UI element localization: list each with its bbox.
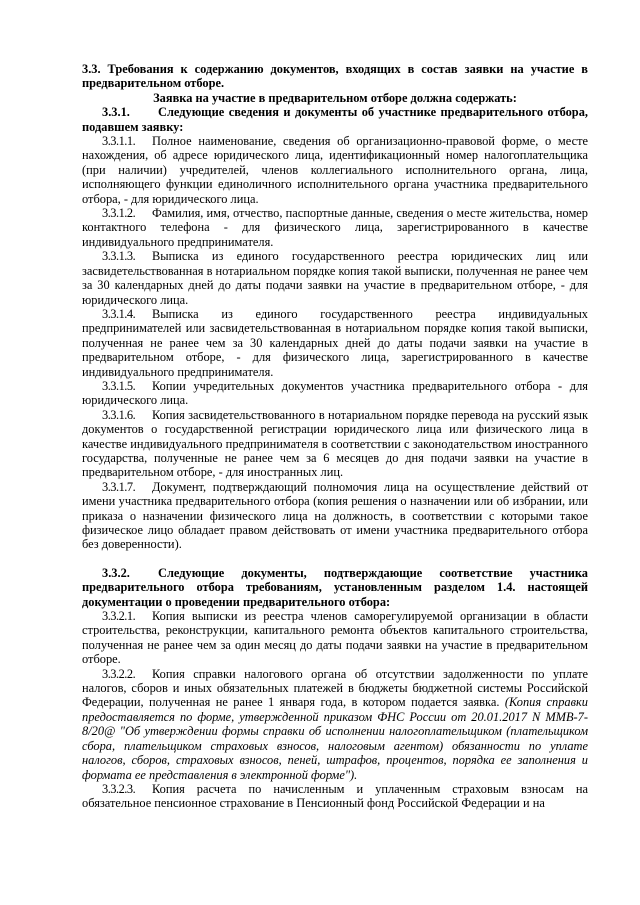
paragraph-3-3-1-6 <box>82 408 588 480</box>
paragraph-number: 3.3.1.6. <box>102 407 136 422</box>
paragraph-text: Выписка из единого государственного реестра юридических лиц или засвидетельствованная в нотариальном порядке копия такой выписки, полученная не ранее чем за 30 календарных дней до даты подачи заявки на участие в предварительном отборе, - для юридического лица. <box>82 249 588 307</box>
paragraph-number: 3.3.2.2. <box>102 666 136 681</box>
paragraph-3-3-1-7 <box>82 480 588 552</box>
section-heading: 3.3. Требования к содержанию документов, входящих в состав заявки на участие в предварительном отборе. <box>82 62 588 91</box>
paragraph-text: Копия выписки из реестра членов саморегулируемой организации в области строительства, реконструкции, капитального ремонта объектов капитального строительства, полученная не ранее чем за один месяц до даты подачи заявки на участие в предварительном отборе. <box>82 609 588 667</box>
document-page <box>82 62 588 811</box>
paragraph-text: Фамилия, имя, отчество, паспортные данные, сведения о месте жительства, номер контактного телефона - для физического лица, зарегистрированного в качестве индивидуального предпринимателя. <box>82 206 588 249</box>
subsection-title: Следующие сведения и документы об участнике предварительного отбора, подавшем заявку: <box>82 105 588 134</box>
paragraph-3-3-1-2 <box>82 206 588 249</box>
paragraph-number: 3.3.2.1. <box>102 609 136 624</box>
paragraph-text: Копии учредительных документов участника предварительного отбора - для юридического лица. <box>82 378 588 408</box>
paragraph-3-3-2-1 <box>82 609 588 667</box>
paragraph-text: Выписка из единого государственного реестра индивидуальных предпринимателей или засвидетельствованная в нотариальном порядке копия такой выписки, полученная не ранее чем за 30 календарных дней до даты подачи заявки на участие в предварительном отборе, - для физического лица, зарегистрированного в качестве индивидуального предпринимателя. <box>82 306 588 379</box>
subsection-number: 3.3.1. <box>102 105 130 120</box>
paragraph-text: Копия справки налогового органа об отсутствии задолженности по уплате налогов, сборов и иных обязательных платежей в бюджеты бюджетной системы Российской Федерации, полученная не ранее 1 января года, в котором подается заявка. <box>82 666 588 710</box>
subsection-title: Следующие документы, подтверждающие соответствие участника предварительного отбора требованиям, установленным разделом 1.4. настоящей документации о проведении предварительного отбора: <box>82 565 588 609</box>
paragraph-number: 3.3.1.5. <box>102 378 136 393</box>
paragraph-text: Копия засвидетельствованного в нотариальном порядке перевода на русский язык документов о государственной регистрации юридического лица или физического лица в качестве индивидуального предпринимателя в соответствии с законодательством иностранного государства, полученные не ранее чем за 6 месяцев до дня подачи заявки на участие в предварительном отборе, - для иностранных лиц. <box>82 407 588 480</box>
paragraph-3-3-1-3 <box>82 249 588 307</box>
paragraph-3-3-1-4 <box>82 307 588 379</box>
paragraph-number: 3.3.1.4. <box>102 306 136 321</box>
paragraph-number: 3.3.1.7. <box>102 479 136 494</box>
paragraph-number: 3.3.1.3. <box>102 249 136 264</box>
paragraph-number: 3.3.2.3. <box>102 781 136 796</box>
paragraph-note: (Копия справки предоставляется по форме, утвержденной приказом ФНС России от 20.01.2017 N ММВ-7-8/20@ "Об утверждении формы справки об исполнении налогоплательщиком (плательщиком сбора, плательщиком страховых взносов, налоговым агентом) обязанности по уплате налогов, сборов, страховых взносов, пеней, штрафов, процентов, порядка ее заполнения и формата ее представления в электронной форме"). <box>82 695 588 782</box>
subsection-3-3-1-heading <box>82 105 588 134</box>
paragraph-3-3-1-1 <box>82 134 588 206</box>
paragraph-text: Полное наименование, сведения об организационно-правовой форме, о месте нахождения, об адресе юридического лица, идентификационный номер налогоплательщика (при наличии) учредителей, членов коллегиального исполнительного органа, лица, исполняющего функции единоличного исполнительного органа участника предварительного отбора, - для юридического лица. <box>82 134 588 206</box>
paragraph-3-3-2-2 <box>82 667 588 782</box>
intro-heading: Заявка на участие в предварительном отборе должна содержать: <box>153 90 517 105</box>
paragraph-3-3-1-5 <box>82 379 588 408</box>
paragraph-text: Документ, подтверждающий полномочия лица на осуществление действий от имени участника предварительного отбора (копия решения о назначении или об избрании, или приказа о назначении физического лица на должность, в соответствии с которыми такое физическое лицо обладает правом действовать от имени участника предварительного отбора без доверенности). <box>82 479 588 552</box>
paragraph-3-3-2-3 <box>82 782 588 811</box>
paragraph-text: Копия расчета по начисленным и уплаченным страховым взносам на обязательное пенсионное страхование в Пенсионный фонд Российской Федерации и на <box>82 781 588 811</box>
subsection-3-3-2-heading <box>82 566 588 609</box>
subsection-number: 3.3.2. <box>102 565 130 580</box>
paragraph-number: 3.3.1.1. <box>102 134 136 149</box>
paragraph-number: 3.3.1.2. <box>102 206 136 221</box>
